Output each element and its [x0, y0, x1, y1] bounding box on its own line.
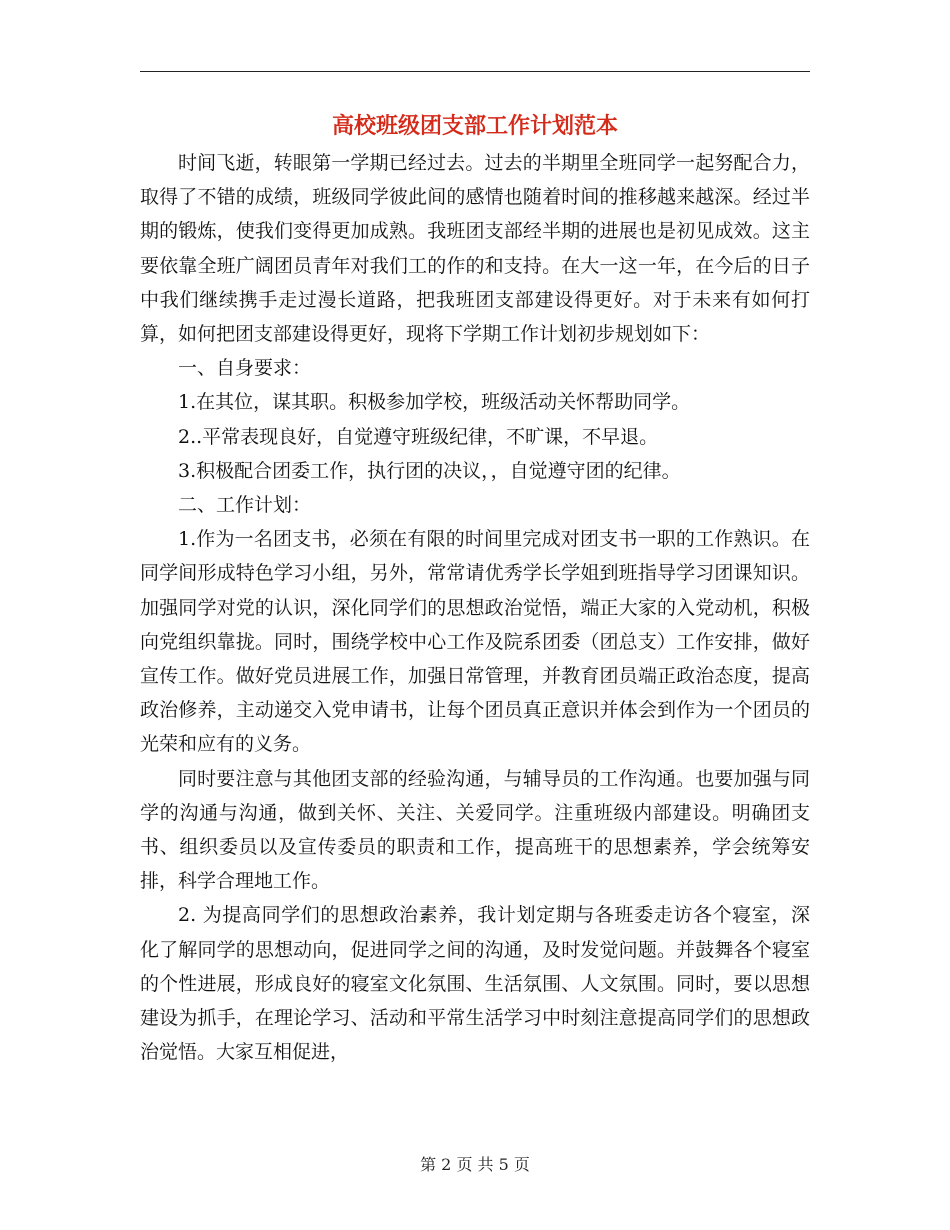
list-item-requirement-3: 3.积极配合团委工作，执行团的决议，，自觉遵守团的纪律。: [178, 459, 681, 482]
section-heading-self-requirements: 一、自身要求：: [178, 357, 312, 380]
paragraph-plan-2: 2. 为提高同学们的思想政治素养，我计划定期与各班委走访各个寝室，深化了解同学的思想动向，促进同学之间的沟通，及时发觉问题。并鼓舞各个寝室的个性进展，形成良好的寝室文化氛围、生活氛围、人文氛围。同时，要以思想建设为抓手，在理论学习、活动和平常生活学习中时刻注意提高同学们的思想政治觉悟。大家互相促进，: [140, 904, 810, 1064]
document-title: 高校班级团支部工作计划范本: [331, 113, 618, 139]
document-body: [140, 146, 810, 1069]
paragraph-plan-1: 1.作为一名团支书，必须在有限的时间里完成对团支书一职的工作熟识。在同学间形成特色学习小组，另外，常常请优秀学长学姐到班指导学习团课知识。加强同学对党的认识，深化同学们的思想政治觉悟，端正大家的入党动机，积极向党组织靠拢。同时，围绕学校中心工作及院系团委（团总支）工作安排，做好宣传工作。做好党员进展工作，加强日常管理，并教育团员端正政治态度，提高政治修养，主动递交入党申请书，让每个团员真正意识并体会到作为一个团员的光荣和应有的义务。: [140, 528, 810, 756]
paragraph-intro: 时间飞逝，转眼第一学期已经过去。过去的半期里全班同学一起努配合力，取得了不错的成绩，班级同学彼此间的感情也随着时间的推移越来越深。经过半期的锻炼，使我们变得更加成熟。我班团支部经半期的进展也是初见成效。这主要依靠全班广阔团员青年对我们工的作的和支持。在大一这一年，在今后的日子中我们继续携手走过漫长道路，把我班团支部建设得更好。对于未来有如何打算，如何把团支部建设得更好，现将下学期工作计划初步规划如下：: [140, 152, 810, 346]
list-item-requirement-2: 2..平常表现良好，自觉遵守班级纪律，不旷课，不早退。: [178, 425, 659, 448]
section-heading-work-plan: 二、工作计划：: [178, 494, 312, 517]
list-item-requirement-1: 1.在其位，谋其职。积极参加学校，班级活动关怀帮助同学。: [178, 391, 691, 414]
header-rule: [140, 71, 810, 72]
page-number-footer: 第 2 页 共 5 页: [420, 1155, 530, 1174]
paragraph-plan-1-continued: 同时要注意与其他团支部的经验沟通，与辅导员的工作沟通。也要加强与同学的沟通与沟通，做到关怀、关注、关爱同学。注重班级内部建设。明确团支书、组织委员以及宣传委员的职责和工作，提高班干的思想素养，学会统筹安排，科学合理地工作。: [140, 767, 810, 893]
